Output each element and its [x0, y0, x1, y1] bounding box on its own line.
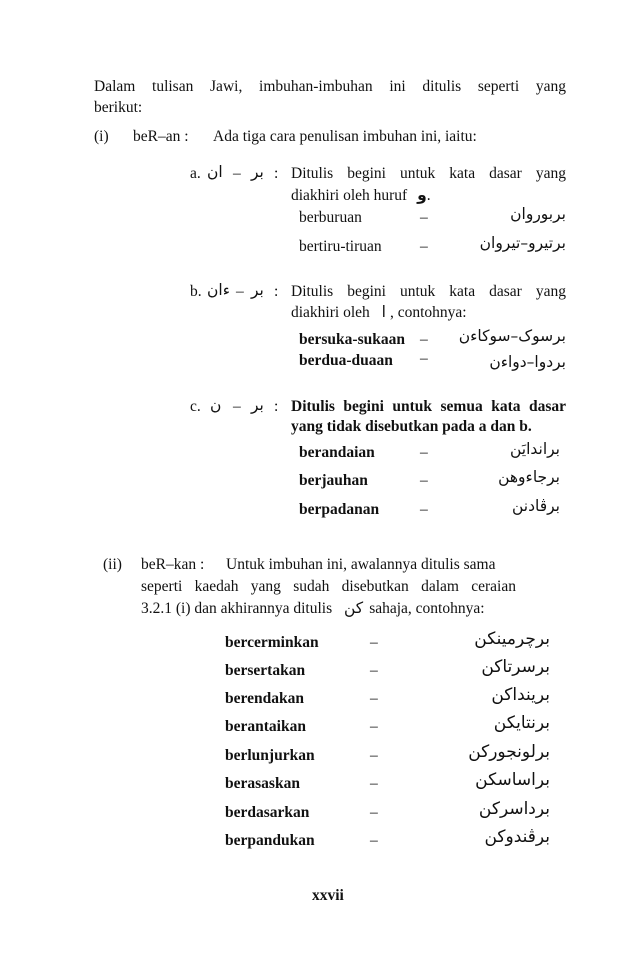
- ii-example-jawi-8: برڤندوکن: [484, 827, 550, 847]
- sub-b-example-dash-1: –: [420, 331, 428, 348]
- sub-c-example-dash-2: –: [420, 472, 428, 489]
- ii-example-word-3: berendakan: [225, 690, 304, 707]
- ii-example-dash-7: –: [370, 804, 378, 821]
- sub-b-example-jawi-1: برسوک–سوکاءن: [458, 327, 566, 345]
- section-ii-jawi-suffix: کن: [344, 599, 364, 617]
- ii-example-dash-8: –: [370, 832, 378, 849]
- sub-a-example-word-2: bertiru-tiruan: [299, 238, 382, 255]
- sub-a-jawi-prefix: بر: [251, 163, 264, 181]
- intro-line-1: Dalam tulisan Jawi, imbuhan-imbuhan ini ditulis seperti yang: [94, 78, 566, 95]
- section-i-text: Ada tiga cara penulisan imbuhan ini, iaitu:: [213, 128, 477, 145]
- ii-example-word-4: berantaikan: [225, 718, 306, 735]
- ii-example-jawi-7: برداسرکن: [478, 799, 550, 819]
- ii-example-word-6: berasaskan: [225, 775, 300, 792]
- ii-example-word-8: berpandukan: [225, 832, 315, 849]
- ii-example-dash-2: –: [370, 662, 378, 679]
- sub-b-text-1: Ditulis begini untuk kata dasar yang: [291, 283, 566, 300]
- sub-b-example-jawi-2: بردوا–دواءن: [489, 353, 566, 371]
- sub-a-jawi-suffix: ان: [207, 163, 223, 181]
- sub-a-text-2-main: diakhiri oleh huruf: [291, 187, 408, 204]
- sub-b-text-2-end: , contohnya:: [389, 304, 467, 321]
- sub-c-example-word-1: berandaian: [299, 444, 375, 461]
- sub-c-dash: –: [233, 398, 241, 415]
- ii-example-jawi-1: برچرمينکن: [474, 629, 550, 649]
- section-ii-text-3: [141, 599, 485, 618]
- sub-c-text-2: yang tidak disebutkan pada a dan b.: [291, 418, 532, 435]
- sub-b-text-2-main: diakhiri oleh: [291, 304, 370, 321]
- sub-a-letter: a.: [190, 165, 201, 182]
- section-ii-text-3-end: sahaja, contohnya:: [369, 600, 485, 617]
- intro-line-2: berikut:: [94, 99, 143, 116]
- sub-c-text-1: Ditulis begini untuk semua kata dasar: [291, 398, 566, 415]
- section-ii-text-3-main: 3.2.1 (i) dan akhirannya ditulis: [141, 600, 333, 617]
- sub-b-dash: –: [236, 283, 244, 300]
- sub-c-colon: :: [274, 398, 279, 415]
- sub-a-example-jawi-2: برتيرو–تيروان: [479, 234, 566, 252]
- sub-b-text-2: [291, 303, 467, 322]
- sub-b-jawi-suffix: ءان: [207, 281, 230, 299]
- sub-a-example-word-1: berburuan: [299, 209, 362, 226]
- sub-b-example-word-2: berdua-duaan: [299, 352, 393, 369]
- page-number: xxvii: [312, 887, 344, 904]
- ii-example-dash-5: –: [370, 747, 378, 764]
- ii-example-jawi-2: برسرتاکن: [481, 657, 550, 677]
- sub-a-dash: –: [233, 165, 241, 182]
- sub-c-example-word-2: berjauhan: [299, 472, 368, 489]
- sub-b-jawi-prefix: بر: [251, 281, 264, 299]
- sub-b-example-word-1: bersuka-sukaan: [299, 331, 405, 348]
- sub-c-letter: c.: [190, 398, 201, 415]
- ii-example-word-2: bersertakan: [225, 662, 306, 679]
- sub-b-colon: :: [274, 283, 279, 300]
- section-ii-number: (ii): [103, 556, 122, 573]
- sub-a-colon: :: [274, 165, 279, 182]
- sub-b-jawi-letter: ا: [381, 303, 386, 321]
- sub-c-example-dash-1: –: [420, 444, 428, 461]
- ii-example-word-1: bercerminkan: [225, 634, 319, 651]
- sub-a-example-jawi-1: بربوروان: [510, 205, 566, 223]
- ii-example-jawi-3: بريندا‌کن: [491, 685, 550, 705]
- ii-example-jawi-6: براساسکن: [475, 770, 550, 790]
- sub-c-example-dash-3: –: [420, 501, 428, 518]
- sub-a-text-2-end: .: [426, 187, 431, 204]
- sub-a-text-2: [291, 186, 431, 205]
- section-i-label: beR–an :: [133, 128, 189, 145]
- ii-example-word-7: berdasarkan: [225, 804, 310, 821]
- sub-c-jawi-prefix: بر: [251, 396, 264, 414]
- ii-example-dash-1: –: [370, 634, 378, 651]
- sub-a-example-dash-2: –: [420, 238, 428, 255]
- ii-example-jawi-4: برنتايکن: [493, 713, 550, 733]
- section-ii-text-1: Untuk imbuhan ini, awalannya ditulis sama: [226, 556, 496, 573]
- ii-example-dash-3: –: [370, 690, 378, 707]
- sub-a-text-1: Ditulis begini untuk kata dasar yang: [291, 165, 566, 182]
- sub-b-example-dash-2: –: [420, 350, 428, 367]
- sub-c-example-jawi-3: برڤادنن: [511, 497, 560, 515]
- sub-c-example-jawi-2: برجاءوهن: [498, 468, 560, 486]
- sub-a-jawi-letter: و: [417, 186, 427, 204]
- sub-c-example-jawi-1: براندايَن: [509, 440, 560, 458]
- sub-c-jawi-suffix: ن: [210, 396, 222, 414]
- ii-example-dash-6: –: [370, 775, 378, 792]
- section-i-number: (i): [94, 128, 109, 145]
- sub-b-letter: b.: [190, 283, 202, 300]
- section-ii-text-2: seperti kaedah yang sudah disebutkan dalam ceraian: [141, 578, 516, 595]
- sub-a-example-dash-1: –: [420, 209, 428, 226]
- ii-example-dash-4: –: [370, 718, 378, 735]
- sub-c-example-word-3: berpadanan: [299, 501, 380, 518]
- section-ii-label: beR–kan :: [141, 556, 205, 573]
- ii-example-word-5: berlunjurkan: [225, 747, 315, 764]
- ii-example-jawi-5: برلونجورکن: [468, 742, 550, 762]
